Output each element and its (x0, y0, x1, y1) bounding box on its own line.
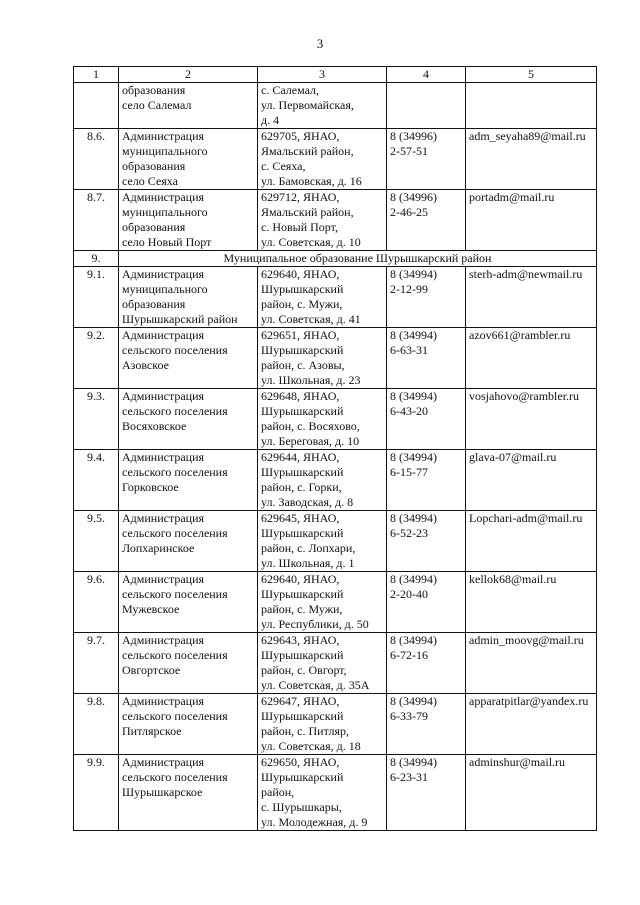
column-header: 5 (466, 67, 597, 83)
row-number: 9.3. (74, 389, 119, 450)
phone-number: 8 (34996) 2-57-51 (387, 129, 466, 190)
phone-number: 8 (34996) 2-46-25 (387, 190, 466, 251)
phone-number: 8 (34994) 6-72-16 (387, 633, 466, 694)
row-number: 8.7. (74, 190, 119, 251)
organization-name: Администрация муниципального образования Шурышкарский район (119, 267, 258, 328)
row-number: 9. (74, 251, 119, 267)
organization-name: Администрация сельского поселения Горковское (119, 450, 258, 511)
row-number: 9.1. (74, 267, 119, 328)
section-row (74, 251, 597, 267)
row-number: 9.4. (74, 450, 119, 511)
email-address: vosjahovo@rambler.ru (466, 389, 597, 450)
postal-address: 629647, ЯНАО, Шурышкарский район, с. Питляр, ул. Советская, д. 18 (258, 694, 387, 755)
email-address: adminshur@mail.ru (466, 755, 597, 831)
table-row (74, 572, 597, 633)
organization-name: Администрация сельского поселения Питлярское (119, 694, 258, 755)
table-row (74, 328, 597, 389)
phone-number: 8 (34994) 6-63-31 (387, 328, 466, 389)
phone-number: 8 (34994) 6-43-20 (387, 389, 466, 450)
phone-number: 8 (34994) 6-33-79 (387, 694, 466, 755)
phone-number: 8 (34994) 2-20-40 (387, 572, 466, 633)
column-header: 2 (119, 67, 258, 83)
email-address: kellok68@mail.ru (466, 572, 597, 633)
table-row (74, 633, 597, 694)
table-row (74, 190, 597, 251)
organization-name: образования село Салемал (119, 83, 258, 129)
table-row (74, 450, 597, 511)
phone-number: 8 (34994) 6-52-23 (387, 511, 466, 572)
postal-address: 629645, ЯНАО, Шурышкарский район, с. Лопхари, ул. Школьная, д. 1 (258, 511, 387, 572)
row-number: 9.8. (74, 694, 119, 755)
table-header-row (74, 67, 597, 83)
organization-name: Администрация сельского поселения Шурышкарское (119, 755, 258, 831)
postal-address: 629648, ЯНАО, Шурышкарский район, с. Восяхово, ул. Береговая, д. 10 (258, 389, 387, 450)
table-row (74, 129, 597, 190)
organization-name: Администрация сельского поселения Овгортское (119, 633, 258, 694)
row-number: 9.7. (74, 633, 119, 694)
row-number: 9.6. (74, 572, 119, 633)
postal-address: с. Салемал, ул. Первомайская, д. 4 (258, 83, 387, 129)
phone-number: 8 (34994) 6-23-31 (387, 755, 466, 831)
row-number (74, 83, 119, 129)
organization-name: Администрация сельского поселения Азовское (119, 328, 258, 389)
address-table (73, 66, 597, 831)
organization-name: Администрация муниципального образования село Сеяха (119, 129, 258, 190)
table-row (74, 389, 597, 450)
table-row (74, 694, 597, 755)
column-header: 3 (258, 67, 387, 83)
row-number: 9.9. (74, 755, 119, 831)
postal-address: 629640, ЯНАО, Шурышкарский район, с. Мужи, ул. Советская, д. 41 (258, 267, 387, 328)
email-address: admin_moovg@mail.ru (466, 633, 597, 694)
email-address (466, 83, 597, 129)
phone-number: 8 (34994) 6-15-77 (387, 450, 466, 511)
row-number: 9.5. (74, 511, 119, 572)
email-address: Lopchari-adm@mail.ru (466, 511, 597, 572)
phone-number: 8 (34994) 2-12-99 (387, 267, 466, 328)
organization-name: Администрация сельского поселения Мужевское (119, 572, 258, 633)
page-number: 3 (316, 36, 324, 51)
email-address: glava-07@mail.ru (466, 450, 597, 511)
postal-address: 629650, ЯНАО, Шурышкарский район, с. Шурышкары, ул. Молодежная, д. 9 (258, 755, 387, 831)
postal-address: 629644, ЯНАО, Шурышкарский район, с. Горки, ул. Заводская, д. 8 (258, 450, 387, 511)
column-header: 1 (74, 67, 119, 83)
organization-name: Администрация сельского поселения Восяховское (119, 389, 258, 450)
row-number: 8.6. (74, 129, 119, 190)
postal-address: 629705, ЯНАО, Ямальский район, с. Сеяха, ул. Бамовская, д. 16 (258, 129, 387, 190)
organization-name: Администрация сельского поселения Лопхаринское (119, 511, 258, 572)
table-row (74, 755, 597, 831)
table-row (74, 267, 597, 328)
table-row (74, 511, 597, 572)
postal-address: 629643, ЯНАО, Шурышкарский район, с. Овгорт, ул. Советская, д. 35А (258, 633, 387, 694)
email-address: apparatpitlar@yandex.ru (466, 694, 597, 755)
table-row (74, 83, 597, 129)
section-title: Муниципальное образование Шурышкарский район (119, 251, 597, 267)
postal-address: 629651, ЯНАО, Шурышкарский район, с. Азовы, ул. Школьная, д. 23 (258, 328, 387, 389)
email-address: portadm@mail.ru (466, 190, 597, 251)
phone-number (387, 83, 466, 129)
postal-address: 629712, ЯНАО, Ямальский район, с. Новый Порт, ул. Советская, д. 10 (258, 190, 387, 251)
organization-name: Администрация муниципального образования село Новый Порт (119, 190, 258, 251)
column-header: 4 (387, 67, 466, 83)
email-address: azov661@rambler.ru (466, 328, 597, 389)
email-address: sterh-adm@newmail.ru (466, 267, 597, 328)
postal-address: 629640, ЯНАО, Шурышкарский район, с. Мужи, ул. Республики, д. 50 (258, 572, 387, 633)
row-number: 9.2. (74, 328, 119, 389)
email-address: adm_seyaha89@mail.ru (466, 129, 597, 190)
